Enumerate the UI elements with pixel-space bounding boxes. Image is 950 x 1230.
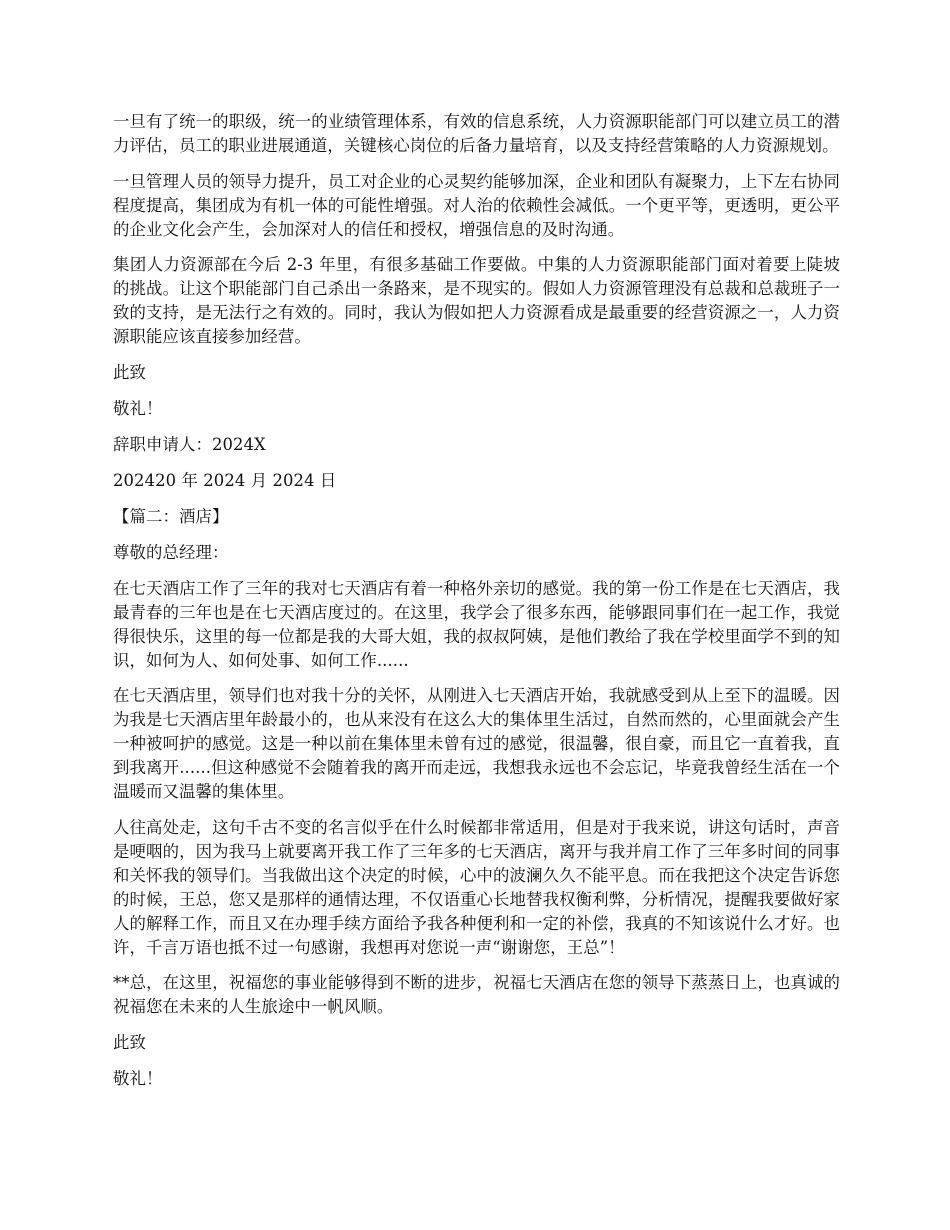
paragraph-org-system: 一旦有了统一的职级，统一的业绩管理体系，有效的信息系统，人力资源职能部门可以建立员工的潜力评估，员工的职业进展通道，关键核心岗位的后备力量培育，以及支持经营策略的人力资源规划。 [113, 112, 840, 155]
paragraph-farewell: 人往高处走，这句千古不变的名言似乎在什么时候都非常适用，但是对于我来说，讲这句话时，声音是哽咽的，因为我马上就要离开我工作了三年多的七天酒店，离开与我并肩工作了三年多时间的同事和关怀我的领导们。当我做出这个决定的时候，心中的波澜久久不能平息。而在我把这个决定告诉您的时候，王总，您又是那样的通情达理，不仅语重心长地替我权衡利弊，分析情况，提醒我要做好家人的解释工作，而且又在办理手续方面给予我各种便利和一定的补偿，我真的不知该说什么才好。也许，千言万语也抵不过一句感谢，我想再对您说一声“谢谢您，王总”！ [113, 817, 840, 957]
paragraph-seven-days-intro: 在七天酒店工作了三年的我对七天酒店有着一种格外亲切的感觉。我的第一份工作是在七天酒店，我最青春的三年也是在七天酒店度过的。在这里，我学会了很多东西，能够跟同事们在一起工作，我觉得很快乐，这里的每一位都是我的大哥大姐，我的叔叔阿姨，是他们教给了我在学校里面学不到的知识，如何为人、如何处事、如何工作...... [113, 578, 840, 670]
closing-salutation-2: 此致 [113, 1032, 146, 1052]
date-line: 202420 年 2024 月 2024 日 [113, 470, 337, 490]
section-heading-hotel: 【篇二：酒店】 [113, 506, 229, 526]
paragraph-leader-care: 在七天酒店里，领导们也对我十分的关怀，从刚进入七天酒店开始，我就感受到从上至下的温暖。因为我是七天酒店里年龄最小的，也从来没有在这么大的集体里生活过，自然而然的，心里面就会产生一种被呵护的感觉。这是一种以前在集体里未曾有过的感觉，很温馨，很自豪，而且它一直着我，直到我离开......但这种感觉不会随着我的离开而走远，我想我永远也不会忘记，毕竟我曾经生活在一个温暖而又温馨的集体里。 [113, 686, 840, 801]
greeting-line: 尊敬的总经理： [113, 542, 229, 562]
closing-salutation-1: 此致 [113, 362, 146, 382]
paragraph-hr-department: 集团人力资源部在今后 2-3 年里，有很多基础工作要做。中集的人力资源职能部门面对着要上陡坡的挑战。让这个职能部门自己杀出一条路来，是不现实的。假如人力资源管理没有总裁和总裁班子一致的支持，是无法行之有效的。同时，我认为假如把人力资源看成是最重要的经营资源之一，人力资源职能应该直接参加经营。 [113, 255, 840, 346]
regards-2: 敬礼！ [113, 1068, 163, 1088]
paragraph-blessing: **总，在这里，祝福您的事业能够得到不断的进步，祝福七天酒店在您的领导下蒸蒸日上，也真诚的祝福您在未来的人生旅途中一帆风顺。 [113, 973, 840, 1016]
paragraph-leadership: 一旦管理人员的领导力提升，员工对企业的心灵契约能够加深，企业和团队有凝聚力，上下左右协同程度提高，集团成为有机一体的可能性增强。对人治的依赖性会减低。一个更平等，更透明，更公平的企业文化会产生，会加深对人的信任和授权，增强信息的及时沟通。 [113, 171, 840, 239]
regards-1: 敬礼！ [113, 398, 163, 418]
applicant-signature: 辞职申请人：2024X [113, 434, 266, 454]
